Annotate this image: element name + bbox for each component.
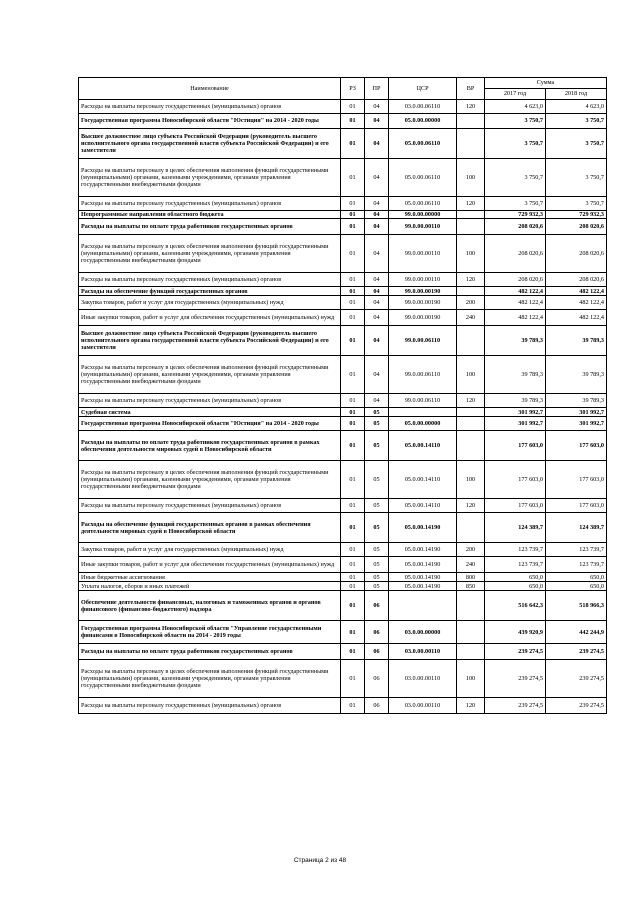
row-vr: 120 bbox=[457, 698, 485, 714]
table-row bbox=[79, 582, 607, 591]
row-sum-2017: 516 642,3 bbox=[485, 591, 546, 621]
row-name: Непрограммные направления областного бюджета bbox=[79, 211, 341, 219]
table-row bbox=[79, 557, 607, 573]
row-rz: 01 bbox=[341, 197, 365, 211]
row-sum-2017: 177 603,0 bbox=[485, 431, 546, 461]
row-sum-2017: 239 274,5 bbox=[485, 660, 546, 698]
row-name: Иные бюджетные ассигнования bbox=[79, 573, 341, 582]
row-csr: 99.0.00.00000 bbox=[389, 211, 457, 219]
row-csr: 99.0.00.00190 bbox=[389, 296, 457, 310]
page-number: Страница 2 из 48 bbox=[293, 857, 347, 864]
row-sum-2017: 208 020,6 bbox=[485, 273, 546, 287]
row-rz: 01 bbox=[341, 644, 365, 660]
row-pr: 05 bbox=[365, 499, 389, 513]
row-rz: 01 bbox=[341, 461, 365, 499]
row-csr: 03.0.00.00110 bbox=[389, 698, 457, 714]
row-sum-2017: 3 750,7 bbox=[485, 197, 546, 211]
row-csr: 05.0.00.14190 bbox=[389, 573, 457, 582]
row-sum-2017: 650,0 bbox=[485, 582, 546, 591]
table-row bbox=[79, 197, 607, 211]
row-rz: 01 bbox=[341, 543, 365, 557]
table-row bbox=[79, 100, 607, 114]
row-csr: 99.0.00.06110 bbox=[389, 326, 457, 356]
row-csr: 05.0.00.14110 bbox=[389, 431, 457, 461]
row-pr: 04 bbox=[365, 235, 389, 273]
row-rz: 01 bbox=[341, 310, 365, 326]
row-sum-2017: 39 789,3 bbox=[485, 394, 546, 408]
row-rz: 01 bbox=[341, 557, 365, 573]
row-rz: 01 bbox=[341, 296, 365, 310]
row-sum-2018: 4 623,0 bbox=[546, 100, 607, 114]
row-sum-2017: 4 623,0 bbox=[485, 100, 546, 114]
row-name: Судебная система bbox=[79, 408, 341, 417]
row-name: Расходы на выплаты персоналу государственных (муниципальных) органов bbox=[79, 273, 341, 287]
row-sum-2018: 482 122,4 bbox=[546, 287, 607, 296]
table-row bbox=[79, 394, 607, 408]
row-csr: 05.0.00.14110 bbox=[389, 499, 457, 513]
row-pr: 05 bbox=[365, 431, 389, 461]
table-row bbox=[79, 698, 607, 714]
row-sum-2017: 39 789,3 bbox=[485, 326, 546, 356]
row-pr: 04 bbox=[365, 100, 389, 114]
row-csr: 99.0.00.00110 bbox=[389, 235, 457, 273]
row-pr: 05 bbox=[365, 557, 389, 573]
row-rz: 01 bbox=[341, 573, 365, 582]
row-rz: 01 bbox=[341, 211, 365, 219]
row-vr: 200 bbox=[457, 543, 485, 557]
row-name: Высшее должностное лицо субъекта Российской Федерации (руководитель высшего исполнительного органа государственной власти субъекта Российской Федерации) и его заместители bbox=[79, 129, 341, 159]
row-sum-2017: 650,0 bbox=[485, 573, 546, 582]
row-vr bbox=[457, 591, 485, 621]
row-sum-2017: 482 122,4 bbox=[485, 310, 546, 326]
row-csr bbox=[389, 591, 457, 621]
row-sum-2018: 3 750,7 bbox=[546, 114, 607, 129]
row-sum-2018: 301 992,7 bbox=[546, 417, 607, 431]
row-rz: 01 bbox=[341, 159, 365, 197]
row-rz: 01 bbox=[341, 591, 365, 621]
row-rz: 01 bbox=[341, 129, 365, 159]
row-sum-2017: 439 920,9 bbox=[485, 621, 546, 644]
row-rz: 01 bbox=[341, 431, 365, 461]
row-name: Расходы на выплаты персоналу государственных (муниципальных) органов bbox=[79, 394, 341, 408]
row-name: Расходы на выплаты персоналу государственных (муниципальных) органов bbox=[79, 100, 341, 114]
row-rz: 01 bbox=[341, 582, 365, 591]
row-sum-2017: 3 750,7 bbox=[485, 114, 546, 129]
row-name: Закупка товаров, работ и услуг для государственных (муниципальных) нужд bbox=[79, 296, 341, 310]
row-csr: 03.0.00.00110 bbox=[389, 644, 457, 660]
row-csr: 05.0.00.06110 bbox=[389, 129, 457, 159]
row-pr: 05 bbox=[365, 513, 389, 543]
header-sum: Сумма bbox=[485, 78, 607, 89]
row-sum-2018: 208 020,6 bbox=[546, 273, 607, 287]
row-sum-2017: 301 992,7 bbox=[485, 417, 546, 431]
row-sum-2017: 239 274,5 bbox=[485, 644, 546, 660]
row-name: Расходы на обеспечение функций государственных органов bbox=[79, 287, 341, 296]
row-vr: 850 bbox=[457, 582, 485, 591]
row-vr: 120 bbox=[457, 394, 485, 408]
row-name: Иные закупки товаров, работ и услуг для обеспечения государственных (муниципальных) нужд bbox=[79, 557, 341, 573]
row-sum-2018: 482 122,4 bbox=[546, 310, 607, 326]
row-name: Расходы на выплаты по оплате труда работников государственных органов bbox=[79, 644, 341, 660]
table-row bbox=[79, 499, 607, 513]
row-sum-2017: 123 739,7 bbox=[485, 557, 546, 573]
row-vr bbox=[457, 417, 485, 431]
row-csr: 05.0.00.00000 bbox=[389, 114, 457, 129]
row-pr: 04 bbox=[365, 129, 389, 159]
row-sum-2018: 39 789,3 bbox=[546, 356, 607, 394]
row-vr bbox=[457, 513, 485, 543]
row-pr: 06 bbox=[365, 591, 389, 621]
row-csr: 05.0.00.14190 bbox=[389, 513, 457, 543]
row-sum-2018: 3 750,7 bbox=[546, 129, 607, 159]
row-sum-2018: 729 932,3 bbox=[546, 211, 607, 219]
row-name: Государственная программа Новосибирской области "Юстиция" на 2014 - 2020 годы bbox=[79, 417, 341, 431]
row-sum-2017: 123 739,7 bbox=[485, 543, 546, 557]
row-pr: 06 bbox=[365, 698, 389, 714]
budget-table bbox=[78, 77, 607, 714]
row-csr: 99.0.00.00190 bbox=[389, 287, 457, 296]
row-sum-2017: 239 274,5 bbox=[485, 698, 546, 714]
row-vr: 200 bbox=[457, 296, 485, 310]
row-pr: 05 bbox=[365, 408, 389, 417]
row-sum-2017: 482 122,4 bbox=[485, 296, 546, 310]
header-csr: ЦСР bbox=[389, 78, 457, 100]
row-vr: 120 bbox=[457, 273, 485, 287]
table-row bbox=[79, 408, 607, 417]
row-csr: 03.0.00.00110 bbox=[389, 660, 457, 698]
row-sum-2018: 123 739,7 bbox=[546, 543, 607, 557]
header-2018: 2018 год bbox=[546, 89, 607, 100]
row-sum-2018: 239 274,5 bbox=[546, 644, 607, 660]
row-name: Обеспечение деятельности финансовых, налоговых и таможенных органов и органов финансового (финансово-бюджетного) надзора bbox=[79, 591, 341, 621]
row-sum-2018: 239 274,5 bbox=[546, 660, 607, 698]
row-csr: 05.0.00.14190 bbox=[389, 582, 457, 591]
row-sum-2018: 3 750,7 bbox=[546, 159, 607, 197]
row-vr bbox=[457, 644, 485, 660]
row-vr: 800 bbox=[457, 573, 485, 582]
row-pr: 04 bbox=[365, 394, 389, 408]
row-sum-2018: 518 966,3 bbox=[546, 591, 607, 621]
row-rz: 01 bbox=[341, 408, 365, 417]
row-rz: 01 bbox=[341, 621, 365, 644]
row-sum-2017: 729 932,3 bbox=[485, 211, 546, 219]
row-csr: 03.0.00.00000 bbox=[389, 621, 457, 644]
row-vr: 100 bbox=[457, 356, 485, 394]
row-csr: 05.0.00.00000 bbox=[389, 417, 457, 431]
row-vr: 100 bbox=[457, 235, 485, 273]
row-rz: 01 bbox=[341, 326, 365, 356]
row-sum-2018: 650,0 bbox=[546, 573, 607, 582]
row-sum-2018: 208 020,6 bbox=[546, 219, 607, 235]
row-rz: 01 bbox=[341, 417, 365, 431]
row-vr: 100 bbox=[457, 159, 485, 197]
row-vr: 120 bbox=[457, 100, 485, 114]
row-name: Уплата налогов, сборов и иных платежей bbox=[79, 582, 341, 591]
row-csr bbox=[389, 408, 457, 417]
row-name: Расходы на выплаты персоналу в целях обеспечения выполнения функций государственными (муниципальными) органами, казенными учреждениями, органами управления государственными внебюджетными фондами bbox=[79, 660, 341, 698]
row-pr: 06 bbox=[365, 660, 389, 698]
table-row bbox=[79, 235, 607, 273]
row-name: Расходы на выплаты персоналу в целях обеспечения выполнения функций государственными (муниципальными) органами, казенными учреждениями, органами управления государственными внебюджетными фондами bbox=[79, 461, 341, 499]
row-pr: 04 bbox=[365, 211, 389, 219]
row-sum-2018: 301 992,7 bbox=[546, 408, 607, 417]
row-name: Расходы на выплаты по оплате труда работников государственных органов в рамках обеспечения деятельности мировых судей в Новосибирской области bbox=[79, 431, 341, 461]
table-row bbox=[79, 296, 607, 310]
row-pr: 05 bbox=[365, 582, 389, 591]
row-vr bbox=[457, 431, 485, 461]
row-vr bbox=[457, 287, 485, 296]
row-csr: 03.0.00.06110 bbox=[389, 100, 457, 114]
row-sum-2017: 208 020,6 bbox=[485, 219, 546, 235]
row-vr: 100 bbox=[457, 461, 485, 499]
row-csr: 99.0.00.00110 bbox=[389, 273, 457, 287]
row-sum-2018: 177 603,0 bbox=[546, 461, 607, 499]
row-rz: 01 bbox=[341, 356, 365, 394]
row-rz: 01 bbox=[341, 698, 365, 714]
row-vr bbox=[457, 219, 485, 235]
row-pr: 05 bbox=[365, 573, 389, 582]
row-vr: 100 bbox=[457, 660, 485, 698]
row-vr bbox=[457, 114, 485, 129]
row-pr: 04 bbox=[365, 219, 389, 235]
table-row bbox=[79, 591, 607, 621]
row-name: Расходы на выплаты персоналу государственных (муниципальных) органов bbox=[79, 499, 341, 513]
row-sum-2018: 124 389,7 bbox=[546, 513, 607, 543]
row-sum-2017: 3 750,7 bbox=[485, 159, 546, 197]
row-name: Иные закупки товаров, работ и услуг для обеспечения государственных (муниципальных) нужд bbox=[79, 310, 341, 326]
table-row bbox=[79, 513, 607, 543]
table-row bbox=[79, 310, 607, 326]
row-vr bbox=[457, 326, 485, 356]
row-csr: 99.0.00.00110 bbox=[389, 219, 457, 235]
row-sum-2018: 177 603,0 bbox=[546, 431, 607, 461]
budget-table-sheet bbox=[78, 77, 606, 714]
row-pr: 05 bbox=[365, 543, 389, 557]
row-vr bbox=[457, 408, 485, 417]
table-row bbox=[79, 573, 607, 582]
table-row bbox=[79, 273, 607, 287]
table-row bbox=[79, 543, 607, 557]
row-rz: 01 bbox=[341, 394, 365, 408]
row-sum-2017: 177 603,0 bbox=[485, 499, 546, 513]
row-rz: 01 bbox=[341, 235, 365, 273]
row-vr: 240 bbox=[457, 557, 485, 573]
row-csr: 05.0.00.14190 bbox=[389, 557, 457, 573]
row-sum-2018: 650,0 bbox=[546, 582, 607, 591]
row-name: Расходы на выплаты персоналу государственных (муниципальных) органов bbox=[79, 197, 341, 211]
table-row bbox=[79, 461, 607, 499]
header-2017: 2017 год bbox=[485, 89, 546, 100]
row-sum-2017: 177 603,0 bbox=[485, 461, 546, 499]
row-sum-2018: 3 750,7 bbox=[546, 197, 607, 211]
row-name: Закупка товаров, работ и услуг для государственных (муниципальных) нужд bbox=[79, 543, 341, 557]
row-csr: 99.0.00.06110 bbox=[389, 394, 457, 408]
row-pr: 04 bbox=[365, 296, 389, 310]
row-vr bbox=[457, 211, 485, 219]
row-sum-2018: 208 020,6 bbox=[546, 235, 607, 273]
header-vr: ВР bbox=[457, 78, 485, 100]
table-row bbox=[79, 159, 607, 197]
row-sum-2017: 301 992,7 bbox=[485, 408, 546, 417]
header-rz: РЗ bbox=[341, 78, 365, 100]
row-sum-2017: 39 789,3 bbox=[485, 356, 546, 394]
row-rz: 01 bbox=[341, 660, 365, 698]
row-rz: 01 bbox=[341, 273, 365, 287]
row-vr: 240 bbox=[457, 310, 485, 326]
table-row bbox=[79, 621, 607, 644]
row-name: Государственная программа Новосибирской области "Юстиция" на 2014 - 2020 годы bbox=[79, 114, 341, 129]
row-vr bbox=[457, 621, 485, 644]
row-name: Высшее должностное лицо субъекта Российской Федерации (руководитель высшего исполнительного органа государственной власти субъекта Российской Федерации) и его заместители bbox=[79, 326, 341, 356]
row-pr: 04 bbox=[365, 287, 389, 296]
table-row bbox=[79, 219, 607, 235]
table-row bbox=[79, 417, 607, 431]
row-sum-2017: 208 020,6 bbox=[485, 235, 546, 273]
table-row bbox=[79, 356, 607, 394]
row-sum-2018: 39 789,3 bbox=[546, 326, 607, 356]
row-sum-2017: 124 389,7 bbox=[485, 513, 546, 543]
row-rz: 01 bbox=[341, 100, 365, 114]
row-sum-2018: 177 603,0 bbox=[546, 499, 607, 513]
row-sum-2018: 239 274,5 bbox=[546, 698, 607, 714]
row-pr: 05 bbox=[365, 461, 389, 499]
row-pr: 06 bbox=[365, 621, 389, 644]
row-name: Государственная программа Новосибирской области "Управление государственными финансами в Новосибирской области на 2014 - 2019 годы bbox=[79, 621, 341, 644]
table-row bbox=[79, 114, 607, 129]
row-sum-2018: 39 789,3 bbox=[546, 394, 607, 408]
row-name: Расходы на выплаты по оплате труда работников государственных органов bbox=[79, 219, 341, 235]
table-row bbox=[79, 326, 607, 356]
row-rz: 01 bbox=[341, 499, 365, 513]
row-pr: 04 bbox=[365, 197, 389, 211]
table-row bbox=[79, 431, 607, 461]
row-name: Расходы на выплаты персоналу государственных (муниципальных) органов bbox=[79, 698, 341, 714]
row-csr: 05.0.00.06110 bbox=[389, 159, 457, 197]
row-pr: 04 bbox=[365, 326, 389, 356]
row-pr: 04 bbox=[365, 159, 389, 197]
row-name: Расходы на выплаты персоналу в целях обеспечения выполнения функций государственными (муниципальными) органами, казенными учреждениями, органами управления государственными внебюджетными фондами bbox=[79, 235, 341, 273]
header-name: Наименование bbox=[79, 78, 341, 100]
row-csr: 99.0.00.06110 bbox=[389, 356, 457, 394]
row-pr: 04 bbox=[365, 114, 389, 129]
table-row bbox=[79, 660, 607, 698]
row-pr: 05 bbox=[365, 417, 389, 431]
row-pr: 04 bbox=[365, 310, 389, 326]
row-rz: 01 bbox=[341, 219, 365, 235]
row-sum-2018: 123 739,7 bbox=[546, 557, 607, 573]
header-pr: ПР bbox=[365, 78, 389, 100]
row-csr: 05.0.00.14110 bbox=[389, 461, 457, 499]
row-csr: 05.0.00.06110 bbox=[389, 197, 457, 211]
row-vr: 120 bbox=[457, 197, 485, 211]
table-row bbox=[79, 129, 607, 159]
row-sum-2018: 482 122,4 bbox=[546, 296, 607, 310]
row-sum-2017: 3 750,7 bbox=[485, 129, 546, 159]
row-sum-2017: 482 122,4 bbox=[485, 287, 546, 296]
row-rz: 01 bbox=[341, 513, 365, 543]
row-name: Расходы на обеспечение функций государственных органов в рамках обеспечения деятельности мировых судей в Новосибирской области bbox=[79, 513, 341, 543]
row-name: Расходы на выплаты персоналу в целях обеспечения выполнения функций государственными (муниципальными) органами, казенными учреждениями, органами управления государственными внебюджетными фондами bbox=[79, 356, 341, 394]
table-row bbox=[79, 287, 607, 296]
row-vr bbox=[457, 129, 485, 159]
row-name: Расходы на выплаты персоналу в целях обеспечения выполнения функций государственными (муниципальными) органами, казенными учреждениями, органами управления государственными внебюджетными фондами bbox=[79, 159, 341, 197]
table-row bbox=[79, 644, 607, 660]
row-rz: 01 bbox=[341, 114, 365, 129]
row-pr: 06 bbox=[365, 644, 389, 660]
row-sum-2018: 442 244,9 bbox=[546, 621, 607, 644]
row-pr: 04 bbox=[365, 356, 389, 394]
row-csr: 99.0.00.00190 bbox=[389, 310, 457, 326]
row-csr: 05.0.00.14190 bbox=[389, 543, 457, 557]
row-rz: 01 bbox=[341, 287, 365, 296]
row-vr: 120 bbox=[457, 499, 485, 513]
row-pr: 04 bbox=[365, 273, 389, 287]
table-body bbox=[79, 100, 607, 714]
table-row bbox=[79, 211, 607, 219]
